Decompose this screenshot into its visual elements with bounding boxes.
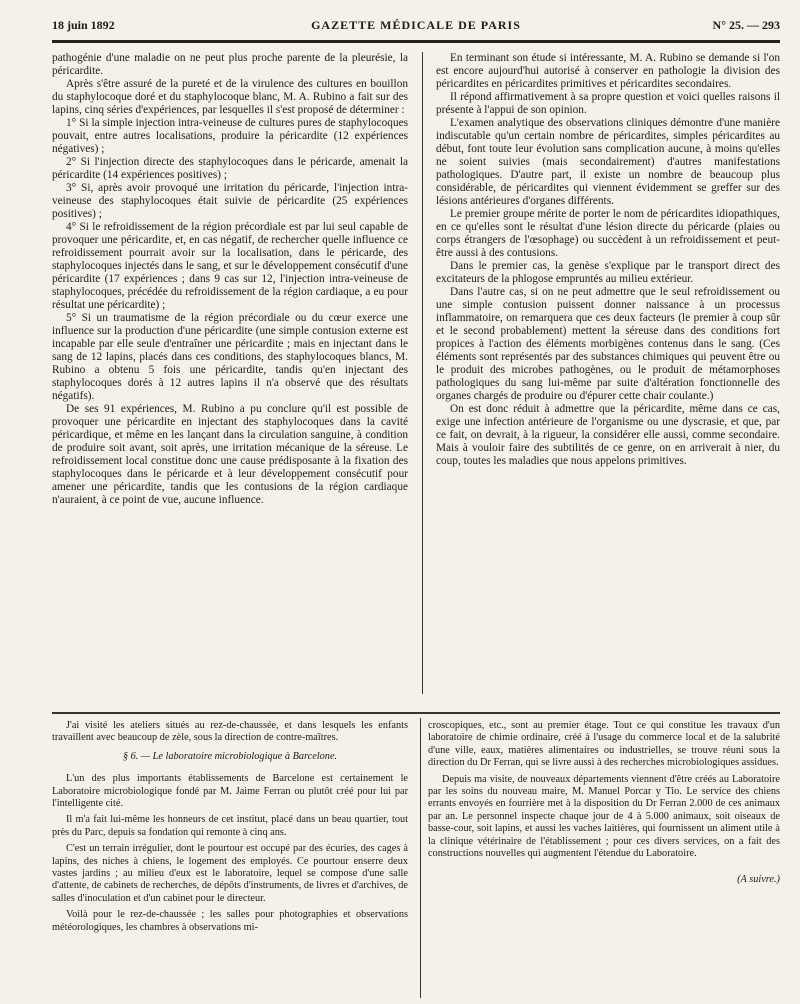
right-column [436, 52, 780, 468]
paragraph: 4° Si le refroidissement de la région précordiale est par lui seul capable de provoquer une péricardite, et, en cas négatif, de rechercher quelle influence ce refroidissement pourrait avoir sur la localisation, dans le péricarde, des staphylocoques injectés dans le sang, et sur le développement consécutif d'une péricardite (17 expériences ; dans 9 cas sur 12, l'injection intra-veineuse de staphylocoques, précédée du refroidissement de la région cardiaque, a eu pour résultat une péricardite) ; [52, 221, 408, 311]
paragraph: Voilà pour le rez-de-chaussée ; les salles pour photographies et observations météorologiques, les chambres à observations mi- [52, 909, 408, 933]
paragraph: Il répond affirmativement à sa propre question et voici quelles raisons il présente à l'appui de son opinion. [436, 91, 780, 116]
header-rule [52, 40, 780, 43]
section-rule [52, 712, 780, 714]
paragraph: Dans l'autre cas, si on ne peut admettre que le seul refroidissement ou une simple contusion puissent donner naissance à un processus inflammatoire, on remarquera que ces deux facteurs (le premier à coup sûr et le second probablement) mettent la séreuse dans des conditions fort propices à l'action des éléments morbigènes contenus dans le sang. (Ces éléments sont représentés par des substances chimiques qui peuvent être ou le produit des microbes pathogènes, ou le produit de métamorphoses pathologiques du sang lui-même par suite d'altération fonctionnelle des organes chargés de produire ou d'épurer cette chair coulante.) [436, 286, 780, 402]
issue-date: 18 juin 1892 [52, 18, 115, 32]
paragraph: Après s'être assuré de la pureté et de la virulence des cultures en bouillon du staphylocoque doré et du staphylocoque blanc, M. A. Rubino a fait sur des lapins, cinq séries d'expériences, par lesquelles il s'est proposé de déterminer : [52, 78, 408, 116]
paragraph: Le premier groupe mérite de porter le nom de péricardites idiopathiques, en ce qu'elles sont le résultat d'une lésion directe du péricarde (plaies ou corps étrangers de l'œsophage) ou succèdent à un refroidissement et peut-être aussi à des contusions. [436, 208, 780, 259]
paragraph: C'est un terrain irrégulier, dont le pourtour est occupé par des écuries, des cages à lapins, des niches à chiens, le logement des employés. Ce pourtour enserre deux vastes jardins ; au milieu d'eux est le laboratoire, lequel se compose d'une salle d'attente, de cabinets de recherches, de dépôts d'instruments, de livres et d'archives, de salles d'inoculation et d'un cabinet pour le directeur. [52, 843, 408, 904]
paragraph: Dans le premier cas, la genèse s'explique par le transport direct des excitateurs de la phlogose empruntés au milieu extérieur. [436, 260, 780, 285]
journal-page [52, 12, 780, 1000]
column-divider [422, 52, 423, 694]
feuilleton-left [52, 720, 408, 938]
issue-page-number: N° 25. — 293 [712, 18, 780, 32]
paragraph: 2° Si l'injection directe des staphylocoques dans le péricarde, amenait la péricardite (14 expériences positives) ; [52, 156, 408, 181]
to-be-continued: (A suivre.) [737, 874, 780, 886]
feuilleton-right [428, 720, 780, 891]
paragraph: De ses 91 expériences, M. Rubino a pu conclure qu'il est possible de provoquer une péricardite en injectant des staphylocoques dans la cavité péricardique, et même en les lançant dans la circulation sanguine, à condition de produire soit avant, soit après, une irritation mécanique de la séreuse. Le refroidissement local constitue donc une cause prédisposante à la fixation des staphylocoques dans le péricarde et à leur développement consécutif pour amener une péricardite, tandis que les contusions de la région cardiaque n'auraient, à ce point de vue, aucune influence. [52, 403, 408, 506]
paragraph: L'examen analytique des observations cliniques démontre d'une manière indiscutable qu'un certain nombre de péricardites, simples péricardites au début, font toute leur évolution sans complication aucune, à moins qu'elles ne soient suivies (mais secondairement) d'autres manifestations pathologiques. D'autre part, il existe un nombre de beaucoup plus considérable, de péricardites qui viennent évidemment se greffer sur des lésions antérieures d'organes différents. [436, 117, 780, 207]
paragraph: 3° Si, après avoir provoqué une irritation du péricarde, l'injection intra-veineuse des staphylocoques était suivie de péricardite (25 expériences positives) ; [52, 182, 408, 220]
paragraph: En terminant son étude si intéressante, M. A. Rubino se demande si l'on est encore aujourd'hui autorisé à conserver en pathologie la division des péricardites en péricardites primitives et péricardites secondaires. [436, 52, 780, 90]
section-heading: § 6. — Le laboratoire microbiologique à Barcelone. [122, 750, 338, 762]
paragraph: On est donc réduit à admettre que la péricardite, même dans ce cas, exige une infection antérieure de l'organisme ou une dyscrasie, et que, par ce fait, on devrait, à la rigueur, la considérer elle aussi, comme secondaire. Mais à vouloir faire des subtilités de ce genre, on en arriverait à nier, du coup, toutes les maladies que nous appelons primitives. [436, 403, 780, 467]
paragraph: croscopiques, etc., sont au premier étage. Tout ce qui constitue les travaux d'un laboratoire de chimie ordinaire, créé à l'usage du commerce local et de la salubrité d'une ville, eaux, matières alimentaires ou industrielles, se trouve réuni sous la direction du Dr Ferran, qui se livre aussi à des recherches microbiologiques assidues. [428, 720, 780, 769]
journal-title: GAZETTE MÉDICALE DE PARIS [311, 18, 521, 32]
paragraph: 1° Si la simple injection intra-veineuse de cultures pures de staphylocoques pouvait, entre autres localisations, produire la péricardite (12 expériences négatives) ; [52, 117, 408, 155]
left-column [52, 52, 408, 507]
feuilleton-divider [420, 718, 421, 998]
paragraph: Il m'a fait lui-même les honneurs de cet institut, placé dans un beau quartier, tout près du Parc, depuis sa fondation qui remonte à cinq ans. [52, 814, 408, 838]
paragraph: L'un des plus importants établissements de Barcelone est certainement le Laboratoire microbiologique fondé par M. Jaime Ferran ou plutôt créé pour lui par l'intelligente cité. [52, 773, 408, 810]
paragraph: 5° Si un traumatisme de la région précordiale ou du cœur exerce une influence sur la production d'une péricardite (une simple contusion externe est incapable par elle seule d'entraîner une péricardite ; mais en injectant dans le sang de 12 lapins, placés dans ces conditions, des staphylocoques blancs, M. Rubino a obtenu 5 fois une péricardite, tandis qu'en injectant des staphylocoques dorés à 12 autres lapins il n'a observé que des résultats négatifs). [52, 312, 408, 402]
page-header [52, 16, 780, 38]
paragraph: J'ai visité les ateliers situés au rez-de-chaussée, et dans lesquels les enfants travaillent avec beaucoup de zèle, sous la direction de contre-maîtres. [52, 720, 408, 744]
paragraph: pathogénie d'une maladie on ne peut plus proche parente de la pleurésie, la péricardite. [52, 52, 408, 77]
paragraph: Depuis ma visite, de nouveaux départements viennent d'être créés au Laboratoire par les soins du nouveau maire, M. Manuel Porcar y Tio. Le service des chiens errants envoyés en fourrière met à la disposition du Dr Ferran 2.000 de ces animaux par an. Le personnel inspecte chaque jour de 4 à 5.000 animaux, soit oiseaux de basse-cour, soit lapins, et aussi les vaches laitières, qui fournissent un aliment utile à la clinique vétérinaire de l'établissement ; pour ces divers services, on a fait des constructions nouvelles qui augmentent l'étendue du Laboratoire. [428, 773, 780, 860]
